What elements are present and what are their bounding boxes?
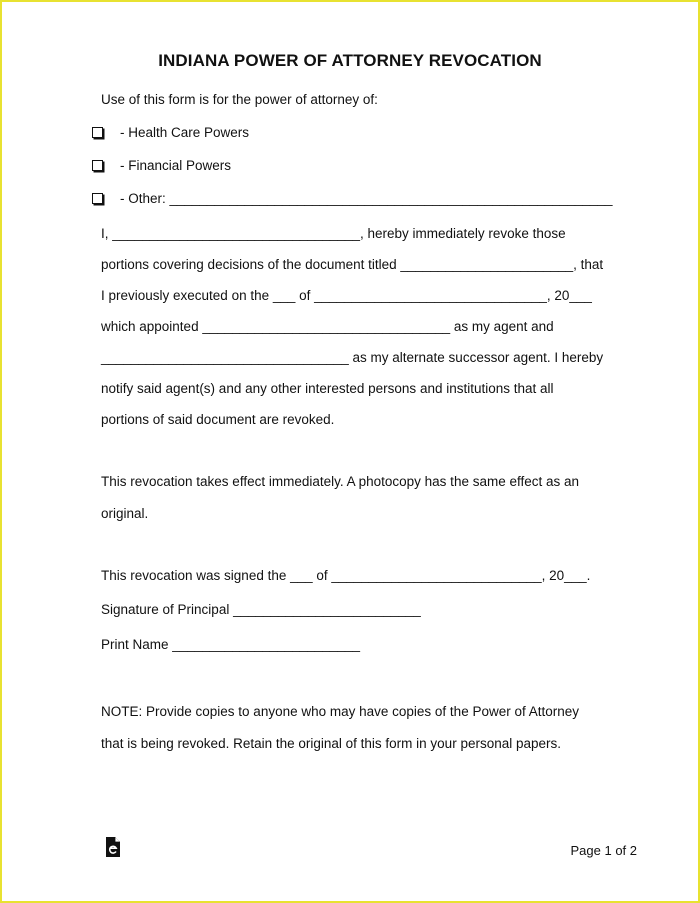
print-name-line: Print Name _________________________: [101, 637, 360, 652]
option-other[interactable]: [92, 191, 613, 206]
body-line: I previously executed on the ___ of _______________________________, 20___: [101, 288, 592, 303]
checkbox-icon[interactable]: [92, 127, 103, 138]
checkbox-icon[interactable]: [92, 160, 103, 171]
signature-line: Signature of Principal _________________________: [101, 602, 421, 617]
option-health-care[interactable]: [92, 125, 249, 140]
body-line: notify said agent(s) and any other interested persons and institutions that all: [101, 381, 554, 396]
body-line: portions of said document are revoked.: [101, 412, 335, 427]
option-label: - Other: ___________________________________________________________: [120, 191, 613, 206]
option-label: - Financial Powers: [120, 158, 232, 173]
body-line: _________________________________ as my alternate successor agent. I hereby: [101, 350, 604, 365]
note-line: that is being revoked. Retain the original of this form in your personal papers.: [101, 736, 562, 751]
eforms-logo-icon: [105, 836, 121, 858]
option-financial[interactable]: [92, 158, 231, 173]
intro-text: Use of this form is for the power of attorney of:: [101, 92, 378, 107]
page-number: Page 1 of 2: [570, 843, 637, 858]
document-title: INDIANA POWER OF ATTORNEY REVOCATION: [158, 51, 542, 70]
effect-line: original.: [101, 506, 149, 521]
body-line: which appointed _________________________________ as my agent and: [101, 319, 554, 334]
body-line: portions covering decisions of the document titled _______________________, that: [101, 257, 604, 272]
checkbox-icon[interactable]: [92, 193, 103, 204]
effect-line: This revocation takes effect immediately. A photocopy has the same effect as an: [101, 474, 580, 489]
option-label: - Health Care Powers: [120, 125, 250, 140]
note-line: NOTE: Provide copies to anyone who may have copies of the Power of Attorney: [101, 704, 580, 719]
body-line: I, _________________________________, hereby immediately revoke those: [101, 226, 566, 241]
signed-date-line: This revocation was signed the ___ of ____________________________, 20___.: [101, 568, 591, 583]
